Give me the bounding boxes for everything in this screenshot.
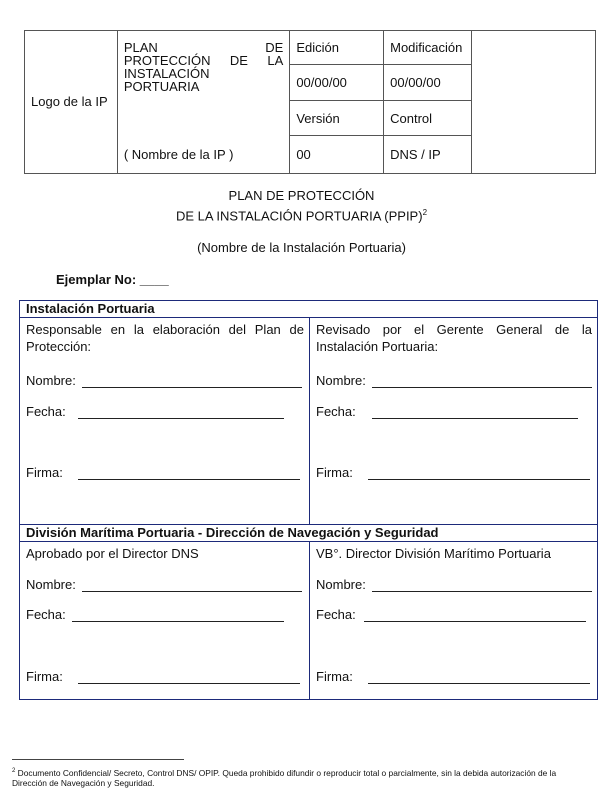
version-value: 00 [290, 136, 384, 174]
footnote-ref: 2 [422, 208, 428, 217]
control-value: DNS / IP [384, 136, 472, 174]
edicion-label: Edición [290, 31, 384, 65]
section2-divider [309, 542, 310, 700]
logo-placeholder: Logo de la IP [25, 31, 118, 174]
document-subtitle: (Nombre de la Instalación Portuaria) [197, 240, 406, 255]
edicion-date: 00/00/00 [290, 65, 384, 101]
firma-label-4: Firma: [316, 669, 353, 684]
footnote-text: Documento Confidencial/ Secreto, Control DNS/ OPIP. Queda prohibido difundir o reproducir total o parcialmente, sin la debida autorización de la Dirección de Navegación y Seguridad. [12, 767, 557, 788]
footnote [12, 766, 582, 788]
responsable-label: Responsable en la elaboración del Plan de Protección: [26, 322, 304, 354]
firma-label-1: Firma: [26, 465, 63, 480]
footnote-mark: 2 [12, 768, 16, 774]
nombre-label-4: Nombre: [316, 577, 366, 592]
firma-field-2[interactable] [368, 479, 590, 480]
nombre-label-1: Nombre: [26, 373, 76, 388]
nombre-label-2: Nombre: [316, 373, 366, 388]
fecha-label-3: Fecha: [26, 607, 66, 622]
firma-field-3[interactable] [78, 683, 300, 684]
footnote-separator [12, 759, 184, 760]
plan-title-line4: PORTUARIA [123, 79, 200, 94]
vb-director-label: VB°. Director División Marítimo Portuaria [316, 546, 551, 561]
control-label: Control [384, 101, 472, 136]
firma-label-2: Firma: [316, 465, 353, 480]
fecha-label-1: Fecha: [26, 404, 66, 419]
approval-form [19, 300, 598, 700]
document-header-table [24, 30, 596, 174]
fecha-field-4[interactable] [364, 621, 586, 622]
nombre-field-4[interactable] [372, 591, 592, 592]
firma-label-3: Firma: [26, 669, 63, 684]
plan-title-line1: PLAN DE [123, 40, 284, 55]
revisado-label: Revisado por el Gerente General de la Instalación Portuaria: [316, 322, 592, 354]
section-header-instalacion: Instalación Portuaria [20, 301, 597, 318]
nombre-label-3: Nombre: [26, 577, 76, 592]
plan-title-cell [117, 31, 290, 174]
ip-name: ( Nombre de la IP ) [123, 147, 234, 162]
modificacion-label: Modificación [384, 31, 472, 65]
fecha-field-2[interactable] [372, 418, 578, 419]
document-title-line2 [0, 208, 603, 223]
plan-title-line2: PROTECCIÓN DE LA [123, 53, 284, 68]
firma-field-1[interactable] [78, 479, 300, 480]
version-label: Versión [290, 101, 384, 136]
header-empty-cell [471, 31, 595, 174]
fecha-field-1[interactable] [78, 418, 284, 419]
firma-field-4[interactable] [368, 683, 590, 684]
nombre-field-2[interactable] [372, 387, 592, 388]
fecha-label-2: Fecha: [316, 404, 356, 419]
ejemplar-number: Ejemplar No: ____ [56, 272, 169, 287]
plan-title-line3: INSTALACIÓN [123, 66, 210, 81]
document-title-line1: PLAN DE PROTECCIÓN [228, 188, 375, 203]
document-title-text: DE LA INSTALACIÓN PORTUARIA (PPIP) [175, 208, 423, 224]
section1-divider [309, 318, 310, 524]
fecha-label-4: Fecha: [316, 607, 356, 622]
section-header-division: División Marítima Portuaria - Dirección de Navegación y Seguridad [20, 525, 597, 542]
fecha-field-3[interactable] [72, 621, 284, 622]
aprobado-label: Aprobado por el Director DNS [26, 546, 199, 561]
modificacion-date: 00/00/00 [384, 65, 472, 101]
nombre-field-3[interactable] [82, 591, 302, 592]
nombre-field-1[interactable] [82, 387, 302, 388]
